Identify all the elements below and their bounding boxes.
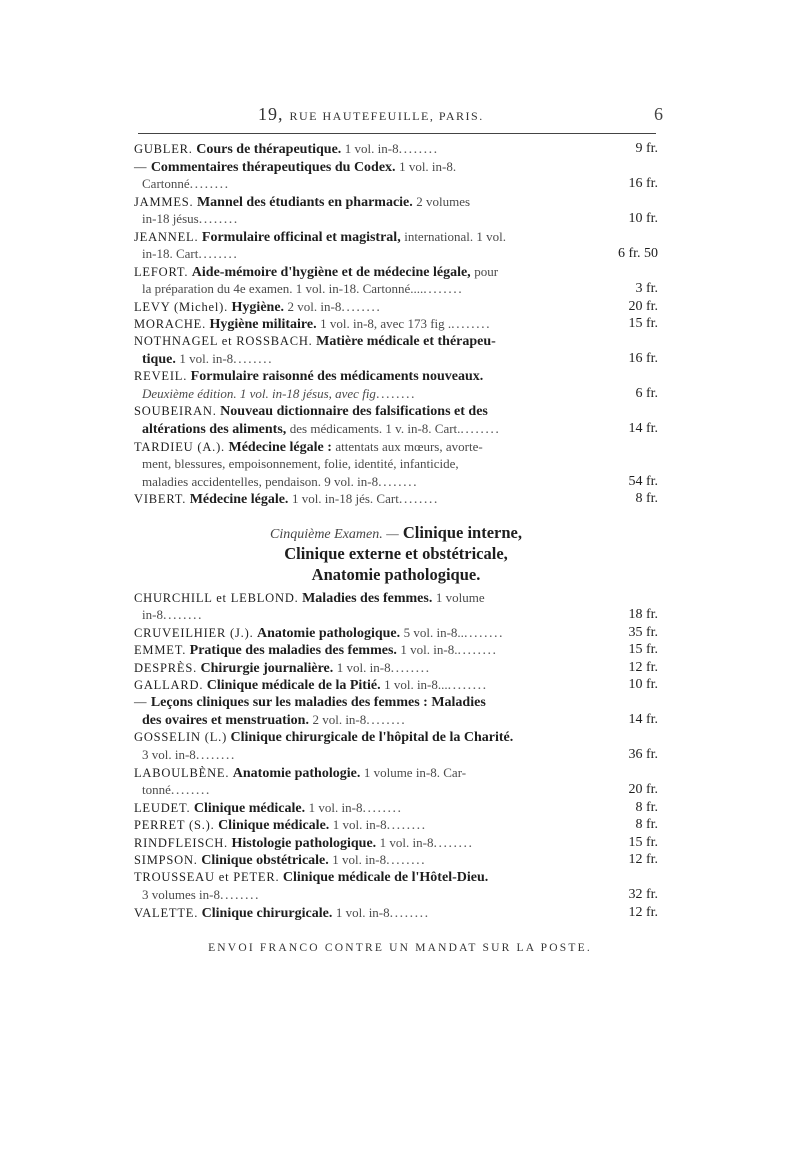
entry-price: 15 fr. xyxy=(628,834,658,850)
section-heading-line3 xyxy=(134,564,658,585)
entry-text xyxy=(134,315,491,334)
entry-text xyxy=(134,869,488,887)
entry-text xyxy=(142,455,459,474)
catalog-entry-line xyxy=(134,333,658,351)
entry-description: 2 vol. in-8 xyxy=(287,298,342,314)
catalog-entry-line xyxy=(134,746,658,764)
entry-description: 3 vol. in-8 xyxy=(142,747,196,762)
entry-title: Clinique chirurgicale de l'hôpital de la Charité. xyxy=(230,729,514,745)
catalog-entry-line xyxy=(134,816,658,834)
section-heading-line1 xyxy=(134,522,658,543)
leader-dots: ........ xyxy=(366,713,407,728)
entry-author: — xyxy=(134,694,148,709)
entry-description: in-8 xyxy=(142,607,163,622)
entry-author: LEUDET. xyxy=(134,800,191,815)
leader-dots: ........ xyxy=(170,783,211,798)
catalog-body xyxy=(134,140,658,921)
catalog-entry-line xyxy=(134,438,658,456)
entry-price: 12 fr. xyxy=(628,852,658,867)
leader-dots: ........ xyxy=(423,282,464,297)
entry-author: — xyxy=(134,159,148,174)
page-footer: ENVOI FRANCO CONTRE UN MANDAT SUR LA POSTE. xyxy=(208,942,592,954)
catalog-entry-line xyxy=(134,350,658,368)
leader-dots: ........ xyxy=(189,177,230,192)
entry-description: international. 1 vol. xyxy=(404,228,507,244)
entry-author: SOUBEIRAN. xyxy=(134,403,217,418)
entry-text xyxy=(142,420,500,439)
entry-text xyxy=(134,403,488,421)
entry-author: DESPRÈS. xyxy=(134,660,198,675)
catalog-entry-line xyxy=(134,228,658,246)
entry-author: LEFORT. xyxy=(134,264,189,279)
entry-title: Formulaire officinal et magistral, xyxy=(201,229,401,245)
catalog-entry-line xyxy=(134,589,658,607)
entry-description: maladies accidentelles, pendaison. 9 vol. in-8 xyxy=(142,473,379,489)
entry-title: Clinique chirurgicale. xyxy=(201,905,333,921)
entry-text xyxy=(142,606,203,625)
entry-price: 8 fr. xyxy=(635,491,658,506)
leader-dots: ........ xyxy=(389,905,430,921)
catalog-entry-line xyxy=(134,245,658,263)
catalog-entry-line xyxy=(134,280,658,298)
entry-description: 1 volume xyxy=(435,589,485,605)
entry-author: GOSSELIN (L.) xyxy=(134,729,228,744)
entry-title: Aide-mémoire d'hygiène et de médecine légale, xyxy=(191,264,471,280)
entry-title: Clinique médicale. xyxy=(193,800,306,816)
catalog-entry-line xyxy=(134,210,658,228)
catalog-entry-line xyxy=(134,606,658,624)
catalog-entry-line xyxy=(134,799,658,817)
entry-price: 10 fr. xyxy=(628,677,658,692)
entry-description: 1 vol. in-18 jés. Cart xyxy=(291,491,399,506)
entry-title: Clinique médicale de la Pitié. xyxy=(206,678,381,693)
entry-price: 18 fr. xyxy=(628,607,658,622)
entry-text xyxy=(142,175,230,194)
catalog-entry-line xyxy=(134,140,658,158)
entry-description: 1 vol. in-8. xyxy=(399,158,457,174)
entry-text xyxy=(134,834,473,853)
leader-dots: ........ xyxy=(378,474,419,490)
entry-text xyxy=(134,764,466,783)
entry-author: TARDIEU (A.). xyxy=(134,439,225,454)
catalog-entry-line xyxy=(134,624,658,642)
entry-description: ment, blessures, empoisonnement, folie, identité, infanticide, xyxy=(142,456,459,471)
catalog-entry-line xyxy=(134,886,658,904)
entry-author: GALLARD. xyxy=(134,678,204,692)
entry-text xyxy=(142,746,236,765)
entry-author: NOTHNAGEL et ROSSBACH. xyxy=(134,333,313,348)
entry-text xyxy=(134,799,402,818)
entry-description: in-18. Cart xyxy=(142,246,199,261)
entry-description: 1 vol. in-8 xyxy=(332,852,387,867)
leader-dots: ........ xyxy=(447,678,488,693)
catalog-entry-line xyxy=(134,368,658,386)
leader-dots: ........ xyxy=(233,352,274,367)
section-title-3: Anatomie pathologique. xyxy=(311,564,481,584)
leader-dots: ........ xyxy=(463,625,504,641)
entry-title: tique. xyxy=(142,352,176,367)
entry-title: Pratique des maladies des femmes. xyxy=(189,643,397,658)
entry-text xyxy=(134,158,456,177)
entry-price: 6 fr. xyxy=(635,386,658,401)
entry-description: 1 vol. in-8 xyxy=(344,141,399,156)
leader-dots: ........ xyxy=(398,492,439,507)
entry-text xyxy=(142,210,239,229)
entry-price: 32 fr. xyxy=(628,887,658,902)
entry-price: 6 fr. 50 xyxy=(617,246,658,261)
entry-text xyxy=(134,694,486,712)
entry-description: tonné xyxy=(142,782,171,797)
leader-dots: ........ xyxy=(390,660,431,676)
entry-text xyxy=(134,904,430,923)
section-heading-line2 xyxy=(134,543,658,564)
entry-price: 16 fr. xyxy=(628,351,658,366)
entry-title: Matière médicale et thérapeu- xyxy=(316,333,496,349)
entry-author: GUBLER. xyxy=(134,142,193,156)
entry-description: pour xyxy=(474,263,499,279)
catalog-entry-line xyxy=(134,420,658,438)
street-number: 19, xyxy=(258,104,284,124)
entry-description: 1 vol. in-8 xyxy=(179,351,234,366)
entry-price: 14 fr. xyxy=(628,421,658,436)
entry-price: 9 fr. xyxy=(635,141,658,156)
entry-author: VIBERT. xyxy=(134,492,187,506)
entry-description: Deuxième édition. 1 vol. in-18 jésus, avec fig xyxy=(142,386,376,401)
entry-title: Clinique médicale. xyxy=(218,818,330,833)
entry-author: MORACHE. xyxy=(134,317,207,331)
entry-price: 12 fr. xyxy=(628,659,658,675)
entry-author: TROUSSEAU et PETER. xyxy=(134,869,280,884)
entry-description: 2 vol. in-8 xyxy=(312,712,367,727)
entry-title: Clinique obstétricale. xyxy=(201,853,329,868)
entry-title: Histologie pathologique. xyxy=(231,835,377,851)
catalog-entry-line xyxy=(134,385,658,403)
entry-title: Cours de thérapeutique. xyxy=(196,142,342,157)
catalog-entry-line xyxy=(134,403,658,421)
entry-description: 1 vol. in-8... xyxy=(384,677,448,692)
street-address: RUE HAUTEFEUILLE, PARIS. xyxy=(289,109,484,123)
leader-dots: ........ xyxy=(386,853,427,868)
entry-price: 14 fr. xyxy=(628,712,658,727)
catalog-entry-line xyxy=(134,869,658,887)
entry-description: des médicaments. 1 v. in-8. Cart. xyxy=(289,421,461,436)
entry-author: JEANNEL. xyxy=(134,229,199,244)
entry-text xyxy=(134,641,497,660)
entry-author: VALETTE. xyxy=(134,905,199,920)
entry-title: Hygiène militaire. xyxy=(209,317,317,332)
entry-text xyxy=(134,816,427,835)
entry-text xyxy=(142,781,211,800)
entry-text xyxy=(134,140,439,159)
entry-author: EMMET. xyxy=(134,643,187,657)
entry-author: CRUVEILHIER (J.). xyxy=(134,625,254,640)
entry-title: altérations des aliments, xyxy=(142,422,287,437)
leader-dots: ........ xyxy=(451,317,492,332)
entry-price: 35 fr. xyxy=(628,624,658,640)
entry-title: Anatomie pathologique. xyxy=(257,625,401,641)
entry-description: 1 volume in-8. Car- xyxy=(363,764,467,780)
entry-text xyxy=(134,659,431,678)
catalog-entry-line xyxy=(134,676,658,694)
leader-dots: ........ xyxy=(362,800,403,816)
entry-price: 8 fr. xyxy=(635,817,658,832)
catalog-entry-line xyxy=(134,781,658,799)
entry-text xyxy=(134,851,426,870)
entry-author: LEVY (Michel). xyxy=(134,299,229,314)
entry-text xyxy=(142,245,238,264)
entry-title: Commentaires thérapeutiques du Codex. xyxy=(150,159,396,175)
entry-text xyxy=(134,298,381,317)
entry-text xyxy=(134,263,498,282)
entry-author: LABOULBÈNE. xyxy=(134,765,230,780)
entry-text xyxy=(134,333,496,351)
leader-dots: ........ xyxy=(198,247,239,262)
entry-text xyxy=(134,368,483,386)
catalog-entry-line xyxy=(134,315,658,333)
entry-title: Médecine légale. xyxy=(189,492,289,507)
entry-description: 2 volumes xyxy=(416,193,471,209)
entry-description: in-18 jésus xyxy=(142,211,199,226)
entry-title: des ovaires et menstruation. xyxy=(142,713,309,728)
leader-dots: ........ xyxy=(162,608,203,623)
entry-author: SIMPSON. xyxy=(134,853,198,867)
entry-text xyxy=(134,624,504,643)
entry-text xyxy=(134,228,506,247)
leader-dots: ........ xyxy=(375,387,416,402)
entry-text xyxy=(134,438,483,457)
entry-description: la préparation du 4e examen. 1 vol. in-18. Cartonné.... xyxy=(142,281,424,296)
catalog-entry-line xyxy=(134,694,658,712)
entry-title: Anatomie pathologie. xyxy=(232,765,361,781)
entry-price: 3 fr. xyxy=(635,281,658,296)
entry-text xyxy=(142,280,463,299)
leader-dots: ........ xyxy=(341,299,382,315)
leader-dots: ........ xyxy=(457,643,498,658)
leader-dots: ........ xyxy=(220,888,260,903)
entry-title: Maladies des femmes. xyxy=(302,590,433,606)
entry-description: 1 vol. in-8 xyxy=(336,659,391,675)
catalog-entry-line xyxy=(134,158,658,176)
leader-dots: ........ xyxy=(195,748,236,763)
page-number: 6 xyxy=(654,104,663,124)
leader-dots: ........ xyxy=(460,422,501,437)
entry-author: RINDFLEISCH. xyxy=(134,835,228,850)
catalog-entry-line xyxy=(134,659,658,677)
entry-text xyxy=(142,711,406,730)
entry-price: 12 fr. xyxy=(628,904,658,920)
entry-price: 15 fr. xyxy=(628,642,658,657)
entry-price: 20 fr. xyxy=(628,298,658,314)
section-italic: Cinquième Examen. — xyxy=(269,526,399,542)
entry-author: REVEIL. xyxy=(134,368,188,383)
catalog-entry-line xyxy=(134,263,658,281)
catalog-entry-line xyxy=(134,711,658,729)
entry-description: 1 vol. in-8 xyxy=(335,904,390,920)
entry-text xyxy=(134,589,485,608)
entry-author: CHURCHILL et LEBLOND. xyxy=(134,590,299,605)
catalog-entry-line xyxy=(134,764,658,782)
entry-title: Médecine légale : xyxy=(228,439,332,455)
entry-price: 10 fr. xyxy=(628,211,658,226)
entry-price: 20 fr. xyxy=(628,782,658,797)
entry-price: 16 fr. xyxy=(628,176,658,191)
entry-description: Cartonné xyxy=(142,176,190,191)
section-title-1: Clinique interne, xyxy=(402,522,522,542)
entry-text xyxy=(142,350,273,369)
catalog-list-part1 xyxy=(134,140,658,508)
entry-price: 36 fr. xyxy=(628,747,658,762)
catalog-entry-line xyxy=(134,473,658,491)
entry-title: Hygiène. xyxy=(231,299,285,315)
entry-price: 54 fr. xyxy=(628,473,658,489)
entry-description: 1 vol. in-8 xyxy=(308,799,363,815)
catalog-entry-line xyxy=(134,729,658,747)
entry-title: Leçons cliniques sur les maladies des femmes : Maladies xyxy=(150,694,486,710)
entry-text xyxy=(142,886,260,905)
catalog-entry-line xyxy=(134,490,658,508)
entry-description: 1 vol. in-8 xyxy=(379,834,434,850)
entry-text xyxy=(134,676,488,695)
entry-title: Formulaire raisonné des médicaments nouveaux. xyxy=(190,368,484,384)
catalog-entry-line xyxy=(134,455,658,473)
entry-description: 1 vol. in-8, avec 173 fig . xyxy=(320,316,452,331)
catalog-entry-line xyxy=(134,834,658,852)
entry-title: Chirurgie journalière. xyxy=(200,660,334,676)
entry-text xyxy=(142,473,418,492)
entry-text xyxy=(142,385,416,404)
section-title-2: Clinique externe et obstétricale, xyxy=(284,543,508,563)
catalog-entry-line xyxy=(134,641,658,659)
header-rule xyxy=(138,133,656,134)
page-header xyxy=(0,104,800,130)
entry-description: 1 vol. in-8 xyxy=(332,817,387,832)
entry-author: PERRET (S.). xyxy=(134,818,215,832)
entry-text xyxy=(134,490,439,509)
entry-title: Clinique médicale de l'Hôtel-Dieu. xyxy=(282,869,489,885)
entry-description: attentats aux mœurs, avorte- xyxy=(335,438,483,454)
catalog-entry-line xyxy=(134,851,658,869)
leader-dots: ........ xyxy=(398,142,439,157)
entry-text xyxy=(134,729,513,747)
leader-dots: ........ xyxy=(433,835,474,851)
running-head xyxy=(258,104,484,125)
entry-title: Mannel des étudiants en pharmacie. xyxy=(196,194,413,210)
entry-description: 5 vol. in-8.. xyxy=(403,624,464,640)
catalog-entry-line xyxy=(134,193,658,211)
entry-author: JAMMES. xyxy=(134,194,194,209)
entry-price: 8 fr. xyxy=(635,799,658,815)
catalog-entry-line xyxy=(134,904,658,922)
entry-text xyxy=(134,193,470,212)
leader-dots: ........ xyxy=(198,212,239,227)
catalog-list-part2 xyxy=(134,589,658,922)
catalog-entry-line xyxy=(134,298,658,316)
leader-dots: ........ xyxy=(386,818,427,833)
entry-description: 1 vol. in-8. xyxy=(400,642,458,657)
entry-description: 3 volumes in-8 xyxy=(142,887,220,902)
catalog-entry-line xyxy=(134,175,658,193)
entry-price: 15 fr. xyxy=(628,316,658,331)
entry-title: Nouveau dictionnaire des falsifications et des xyxy=(220,403,488,419)
